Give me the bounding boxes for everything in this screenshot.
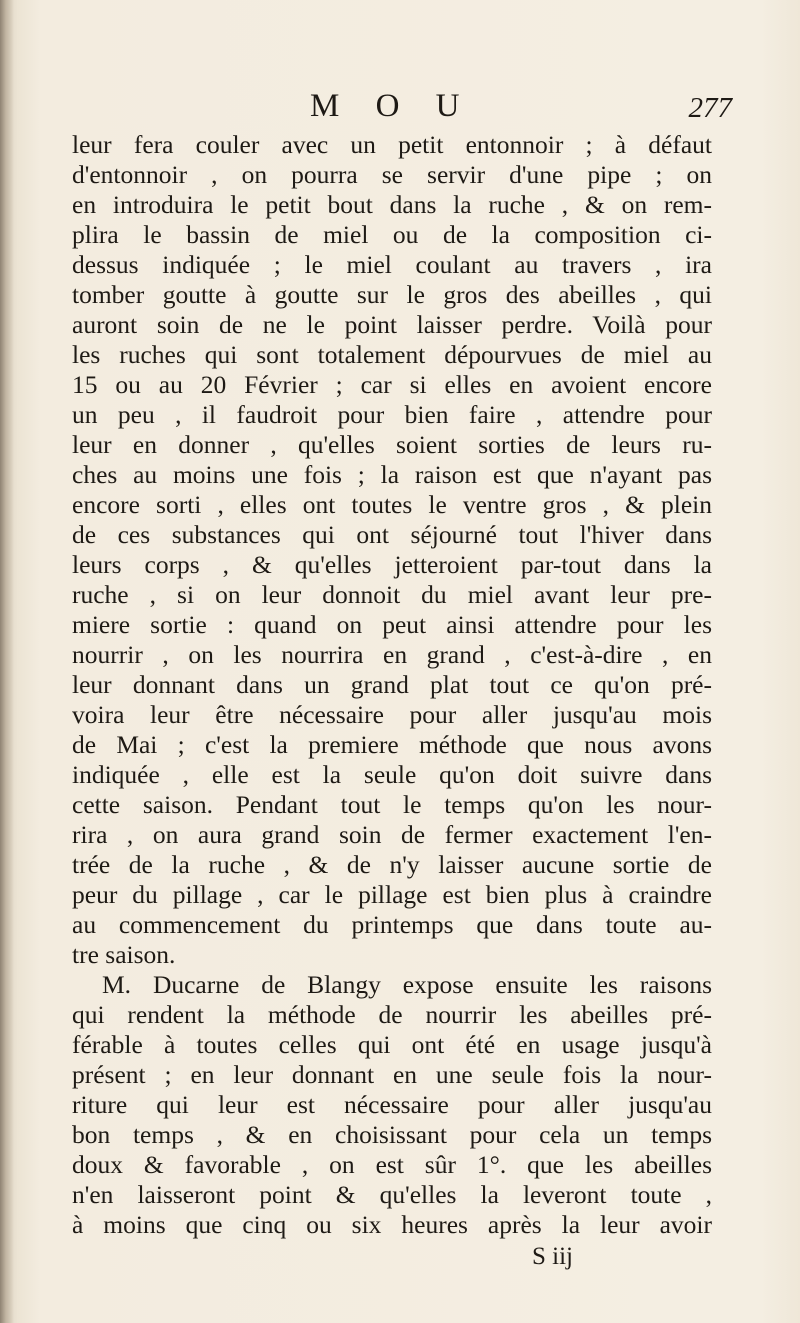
text-line: ruche , si on leur donnoit du miel avant leur pre-	[72, 580, 712, 609]
text-line: de Mai ; c'est la premiere méthode que nous avons	[72, 730, 712, 759]
text-line: férable à toutes celles qui ont été en usage jusqu'à	[72, 1030, 712, 1059]
text-line: 15 ou au 20 Février ; car si elles en avoient encore	[72, 370, 712, 399]
text-line: au commencement du printemps que dans toute au-	[72, 910, 712, 939]
text-line: riture qui leur est nécessaire pour aller jusqu'au	[72, 1090, 712, 1119]
text-line: ches au moins une fois ; la raison est que n'ayant pas	[72, 460, 712, 489]
text-line: leur en donner , qu'elles soient sorties de leurs ru-	[72, 430, 712, 459]
running-title: M O U	[310, 88, 474, 124]
text-line: qui rendent la méthode de nourrir les abeilles pré-	[72, 1000, 712, 1029]
text-line: les ruches qui sont totalement dépourvues de miel au	[72, 340, 712, 369]
text-line: d'entonnoir , on pourra se servir d'une pipe ; on	[72, 160, 712, 189]
text-line: M. Ducarne de Blangy expose ensuite les raisons	[102, 970, 712, 999]
text-line: plira le bassin de miel ou de la composition ci-	[72, 220, 712, 249]
text-line: rira , on aura grand soin de fermer exactement l'en-	[72, 820, 712, 849]
text-line: un peu , il faudroit pour bien faire , attendre pour	[72, 400, 712, 429]
text-line: bon temps , & en choisissant pour cela un temps	[72, 1120, 712, 1149]
text-line: peur du pillage , car le pillage est bien plus à craindre	[72, 880, 712, 909]
text-line: présent ; en leur donnant en une seule fois la nour-	[72, 1060, 712, 1089]
text-line: leurs corps , & qu'elles jetteroient par-tout dans la	[72, 550, 712, 579]
text-line: indiquée , elle est la seule qu'on doit suivre dans	[72, 760, 712, 789]
text-line: dessus indiquée ; le miel coulant au travers , ira	[72, 250, 712, 279]
text-line: auront soin de ne le point laisser perdre. Voilà pour	[72, 310, 712, 339]
signature-mark: S iij	[532, 1243, 573, 1270]
text-line: n'en laisseront point & qu'elles la leveront toute ,	[72, 1180, 712, 1209]
body-text	[72, 130, 712, 1240]
page-number: 277	[688, 92, 732, 124]
text-line: à moins que cinq ou six heures après la leur avoir	[72, 1210, 712, 1239]
text-line: encore sorti , elles ont toutes le ventre gros , & plein	[72, 490, 712, 519]
text-line: nourrir , on les nourrira en grand , c'est-à-dire , en	[72, 640, 712, 669]
text-line: trée de la ruche , & de n'y laisser aucune sortie de	[72, 850, 712, 879]
text-line: tomber goutte à goutte sur le gros des abeilles , qui	[72, 280, 712, 309]
binding-shadow	[0, 0, 14, 1323]
text-line: voira leur être nécessaire pour aller jusqu'au mois	[72, 700, 712, 729]
text-line: tre saison.	[72, 940, 176, 969]
text-line: de ces substances qui ont séjourné tout l'hiver dans	[72, 520, 712, 549]
text-line: leur donnant dans un grand plat tout ce qu'on pré-	[72, 670, 712, 699]
text-line: cette saison. Pendant tout le temps qu'on les nour-	[72, 790, 712, 819]
text-line: leur fera couler avec un petit entonnoir ; à défaut	[72, 130, 712, 159]
text-line: en introduira le petit bout dans la ruche , & on rem-	[72, 190, 712, 219]
text-line: doux & favorable , on est sûr 1°. que les abeilles	[72, 1150, 712, 1179]
text-line: miere sortie : quand on peut ainsi attendre pour les	[72, 610, 712, 639]
